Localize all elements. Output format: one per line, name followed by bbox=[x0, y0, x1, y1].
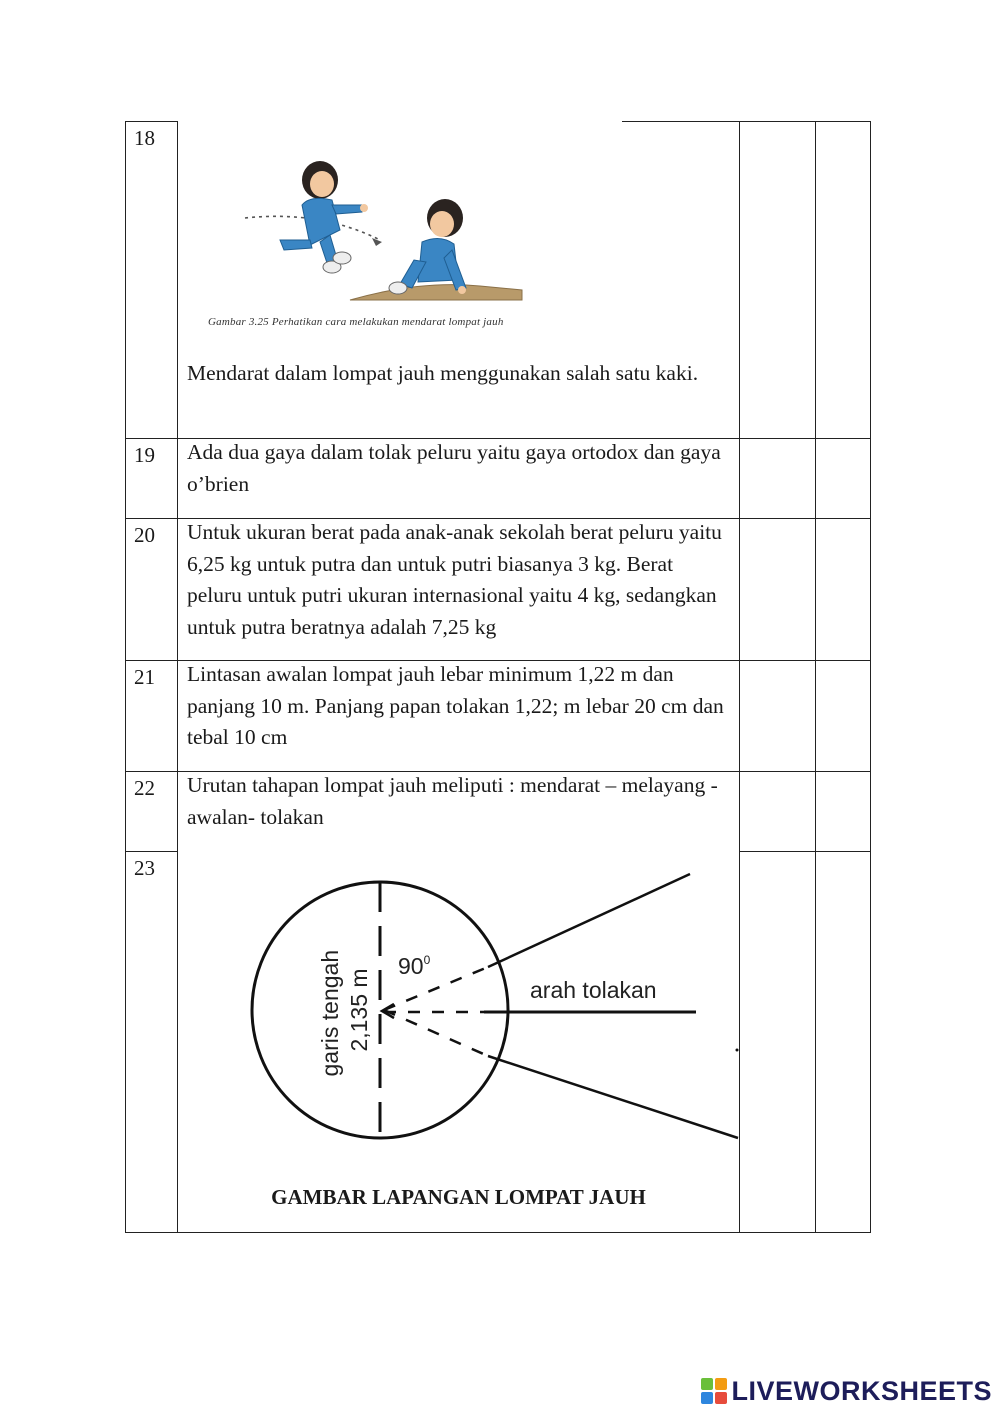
statement-22: Urutan tahapan lompat jauh meliputi : mendarat – melayang - awalan- tolakan bbox=[187, 773, 718, 829]
table-bottom-border bbox=[125, 1232, 871, 1233]
diameter-label-line1: garis tengah bbox=[317, 949, 343, 1077]
row-number-18: 18 bbox=[134, 126, 155, 150]
logo-square-blue bbox=[701, 1392, 713, 1404]
table-answer-divider-2 bbox=[815, 121, 816, 1233]
direction-label: arah tolakan bbox=[530, 977, 657, 1003]
landing-illustration bbox=[240, 150, 540, 310]
angle-label bbox=[398, 953, 431, 979]
row-divider-22-23-ans bbox=[739, 851, 871, 852]
figure-caption-18: Gambar 3.25 Perhatikan cara melakukan mendarat lompat jauh bbox=[208, 316, 504, 328]
table-top-border-num bbox=[125, 121, 178, 122]
liveworksheets-brand: LIVEWORKSHEETS bbox=[731, 1375, 992, 1406]
row-divider-22-23-num bbox=[125, 851, 178, 852]
table-top-border-stmt bbox=[622, 121, 871, 122]
liveworksheets-logo-icon bbox=[701, 1378, 727, 1404]
table-number-divider bbox=[177, 121, 178, 1233]
angle-label-value: 90 bbox=[398, 953, 424, 979]
figure-title-23: GAMBAR LAPANGAN LOMPAT JAUH bbox=[271, 1185, 646, 1209]
shot-put-circle-diagram bbox=[238, 870, 738, 1150]
jumper-landing bbox=[389, 199, 466, 294]
table-left-border bbox=[125, 121, 126, 1233]
liveworksheets-logo bbox=[701, 1374, 992, 1408]
row-number-21: 21 bbox=[134, 665, 155, 689]
jumper-flying bbox=[280, 161, 368, 273]
logo-square-red bbox=[715, 1392, 727, 1404]
angle-label-sup: 0 bbox=[423, 953, 431, 967]
statement-19: Ada dua gaya dalam tolak peluru yaitu gaya ortodox dan gaya o’brien bbox=[187, 440, 721, 496]
logo-square-orange bbox=[715, 1378, 727, 1390]
row-number-22: 22 bbox=[134, 776, 155, 800]
diameter-label-line2: 2,135 m bbox=[346, 968, 372, 1052]
row-number-20: 20 bbox=[134, 523, 155, 547]
row-number-19: 19 bbox=[134, 443, 155, 467]
logo-square-green bbox=[701, 1378, 713, 1390]
table-answer-divider-1 bbox=[739, 121, 740, 1233]
statement-18: Mendarat dalam lompat jauh menggunakan salah satu kaki. bbox=[187, 361, 699, 385]
row-number-23: 23 bbox=[134, 856, 155, 880]
statement-20: Untuk ukuran berat pada anak-anak sekolah berat peluru yaitu 6,25 kg untuk putra dan untuk putri biasanya 3 kg. Berat peluru untuk putri ukuran internasional yaitu 4 kg, sedangkan untuk putra beratnya adalah 7,25 kg bbox=[187, 520, 722, 639]
table-right-border bbox=[870, 121, 871, 1233]
statement-21: Lintasan awalan lompat jauh lebar minimum 1,22 m dan panjang 10 m. Panjang papan tolakan 1,22; m lebar 20 cm dan tebal 10 cm bbox=[187, 662, 724, 749]
diameter-label bbox=[317, 944, 372, 1077]
